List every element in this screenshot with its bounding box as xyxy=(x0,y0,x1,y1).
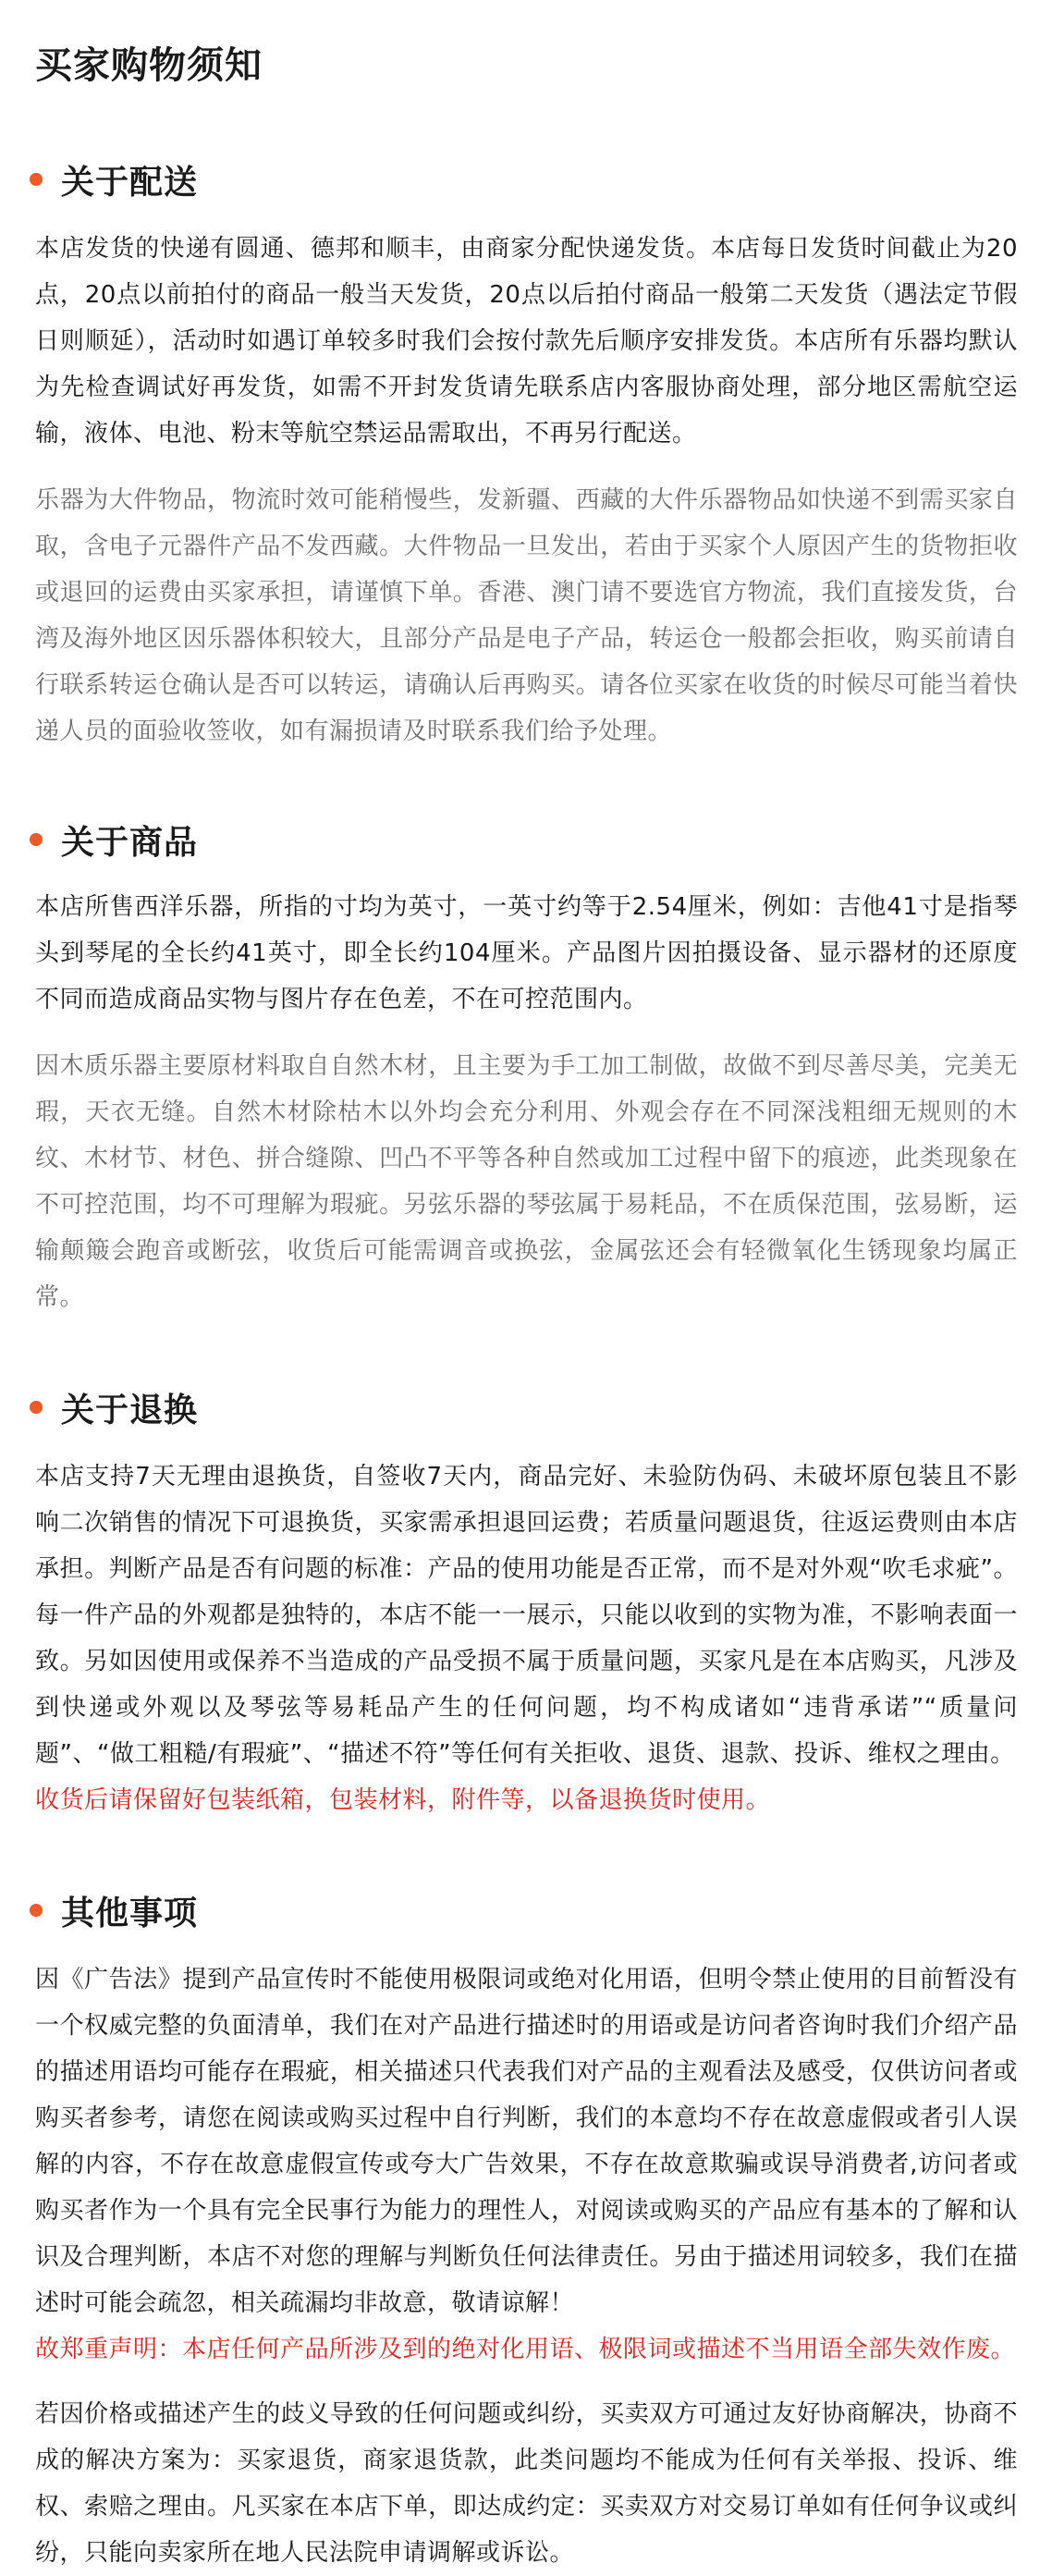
goods-note-text: 因木质乐器主要原材料取自自然木材，且主要为手工加工制做，故做不到尽善尽美，完美无瑕，天衣无缝。自然木材除枯木以外均会充分利用、外观会存在不同深浅粗细无规则的木纹、木材节、材色、拼合缝隙、凹凸不平等各种自然或加工过程中留下的痕迹，此类现象在不可控范围，均不可理解为瑕疵。另弦乐器的琴弦属于易耗品，不在质保范围，弦易断，运输颠簸会跑音或断弦，收货后可能需调音或换弦，金属弦还会有轻微氧化生锈现象均属正常。 xyxy=(35,1052,1018,1311)
section-header xyxy=(30,1380,1018,1435)
section-header xyxy=(30,1883,1018,1938)
section-title: 关于商品 xyxy=(61,823,199,862)
delivery-note-text: 乐器为大件物品，物流时效可能稍慢些，发新疆、西藏的大件乐器物品如快递不到需买家自取，含电子元器件产品不发西藏。大件物品一旦发出，若由于买家个人原因产生的货物拒收或退回的运费由买家承担，请谨慎下单。香港、澳门请不要选官方物流，我们直接发货，台湾及海外地区因乐器体积较大，且部分产品是电子产品，转运仓一般都会拒收，购买前请自行联系转运仓确认是否可以转运，请确认后再购买。请各位买家在收货的时候尽可能当着快递人员的面验收签收，如有漏损请及时联系我们给予处理。 xyxy=(35,486,1018,745)
section-title: 关于配送 xyxy=(61,163,199,202)
section-header xyxy=(30,812,1018,867)
return-alert-text: 收货后请保留好包装纸箱，包装材料，附件等，以备退换货时使用。 xyxy=(35,1786,771,1814)
page-title: 买家购物须知 xyxy=(35,44,263,87)
section-title: 其他事项 xyxy=(61,1894,199,1932)
bullet-dot-icon xyxy=(30,833,43,846)
section-delivery xyxy=(35,152,1018,754)
bullet-dot-icon xyxy=(30,173,43,186)
return-main-text: 本店支持7天无理由退换货，自签收7天内，商品完好、未验防伪码、未破坏原包装且不影响二次销售的情况下可退换货，买家需承担退回运费；若质量问题退货，往返运费则由本店承担。判断产品是否有问题的标准：产品的使用功能是否正常，而不是对外观“吹毛求疵”。每一件产品的外观都是独特的，本店不能一一展示，只能以收到的实物为准，不影响表面一致。另如因使用或保养不当造成的产品受损不属于质量问题，买家凡是在本店购买，凡涉及到快递或外观以及琴弦等易耗品产生的任何问题，均不构成诸如“违背承诺”“质量问题”、“做工粗糙/有瑕疵”、“描述不符”等任何有关拒收、退货、退款、投诉、维权之理由。 xyxy=(35,1463,1018,1768)
other-main-text: 因《广告法》提到产品宣传时不能使用极限词或绝对化用语，但明令禁止使用的目前暂没有一个权威完整的负面清单，我们在对产品进行描述时的用语或是访问者咨询时我们介绍产品的描述用语均可能存在瑕疵，相关描述只代表我们对产品的主观看法及感受，仅供访问者或购买者参考，请您在阅读或购买过程中自行判断，我们的本意均不存在故意虚假或者引人误解的内容，不存在故意虚假宣传或夸大广告效果，不存在故意欺骗或误导消费者,访问者或购买者作为一个具有完全民事行为能力的理性人，对阅读或购买的产品应有基本的了解和认识及合理判断，本店不对您的理解与判断负任何法律责任。另由于描述用词较多，我们在描述时可能会疏忽，相关疏漏均非故意，敬请谅解！ xyxy=(35,1966,1018,2317)
section-goods xyxy=(35,812,1018,1320)
other-closing-text: 若因价格或描述产生的歧义导致的任何问题或纠纷，买卖双方可通过友好协商解决，协商不成的解决方案为：买家退货，商家退货款，此类问题均不能成为任何有关举报、投诉、维权、索赔之理由。凡买家在本店下单，即达成约定：买卖双方对交易订单如有任何争议或纠纷，只能向卖家所在地人民法院申请调解或诉讼。 xyxy=(35,2400,1018,2567)
bullet-dot-icon xyxy=(30,1401,43,1414)
other-alert-text: 故郑重声明：本店任何产品所涉及到的绝对化用语、极限词或描述不当用语全部失效作废。 xyxy=(35,2336,1016,2363)
section-other xyxy=(35,1883,1018,2576)
section-return xyxy=(35,1380,1018,1823)
bullet-dot-icon xyxy=(30,1904,43,1917)
section-header xyxy=(30,152,1018,207)
goods-main-text: 本店所售西洋乐器，所指的寸均为英寸，一英寸约等于2.54厘米，例如：吉他41寸是指琴头到琴尾的全长约41英寸，即全长约104厘米。产品图片因拍摄设备、显示器材的还原度不同而造成商品实物与图片存在色差，不在可控范围内。 xyxy=(35,893,1018,1013)
section-title: 关于退换 xyxy=(61,1391,199,1429)
delivery-main-text: 本店发货的快递有圆通、德邦和顺丰，由商家分配快递发货。本店每日发货时间截止为20点，20点以前拍付的商品一般当天发货，20点以后拍付商品一般第二天发货（遇法定节假日则顺延），活动时如遇订单较多时我们会按付款先后顺序安排发货。本店所有乐器均默认为先检查调试好再发货，如需不开封发货请先联系店内客服协商处理，部分地区需航空运输，液体、电池、粉末等航空禁运品需取出，不再另行配送。 xyxy=(35,235,1018,448)
